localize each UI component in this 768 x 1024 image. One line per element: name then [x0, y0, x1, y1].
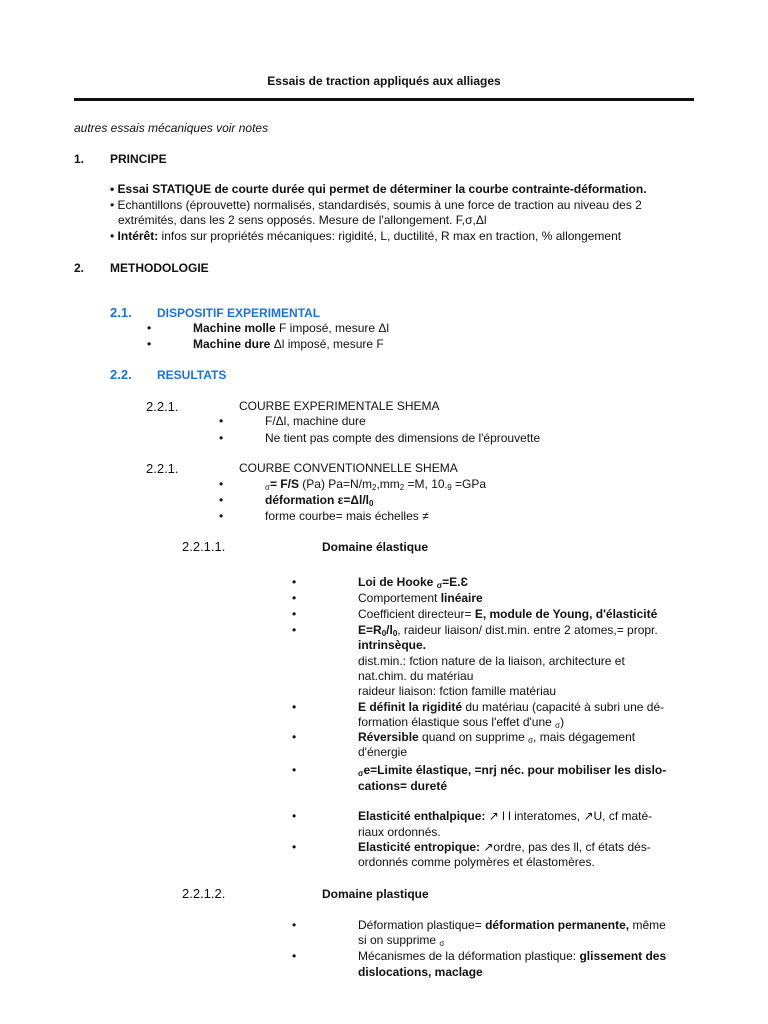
elastique-item-4: $E=R_0/l_0$, raideur liaison/ dist.min. entre 2 atomes,= propr.	[358, 623, 658, 638]
courbe-exp-item-1: F/Δl, machine dure	[265, 414, 366, 428]
elastique-item-7: $_\sigma$e=Limite élastique, =nrj néc. pour mobiliser les dislo-	[358, 763, 667, 778]
bullet: •	[292, 840, 297, 854]
subsubsection-number: 2.2.1.2.	[182, 886, 226, 901]
elastique-item-6-line-2: d'énergie	[358, 745, 407, 759]
document-title: Essais de traction appliqués aux alliages	[267, 74, 501, 88]
section-2-1-title: DISPOSITIF EXPERIMENTAL	[157, 306, 321, 320]
bullet: •	[292, 591, 297, 605]
plastique-item-1: Déformation plastique= déformation permanente, même	[358, 918, 666, 932]
subsubsection-title: Domaine plastique	[322, 887, 429, 901]
elastique-item-6: Réversible quand on supprime $_\sigma$, mais dégagement	[358, 730, 636, 745]
bullet: •	[292, 623, 297, 637]
bullet: •	[292, 607, 297, 621]
bullet: •	[219, 477, 224, 491]
elastique-item-8-line-2: riaux ordonnés.	[358, 825, 441, 839]
bullet: •	[147, 321, 152, 335]
bullet: •	[219, 431, 224, 445]
elastique-item-4-line-2: intrinsèque.	[358, 638, 427, 652]
dispositif-item-1: Machine molle F imposé, mesure Δl	[193, 321, 390, 335]
bullet: •	[292, 575, 297, 589]
elastique-item-4-line-3: dist.min.: fction nature de la liaison, architecture et	[358, 654, 625, 668]
section-2-1-number: 2.1.	[110, 305, 132, 320]
subsection-number: 2.2.1.	[146, 399, 179, 414]
section-2-title: METHODOLOGIE	[110, 261, 209, 275]
section-1-title: PRINCIPE	[110, 152, 167, 166]
subsection-title: COURBE EXPERIMENTALE SHEMA	[239, 399, 440, 413]
subsection-number: 2.2.1.	[146, 461, 179, 476]
plastique-item-1-line-2: si on supprime $_\sigma$	[358, 933, 445, 948]
courbe-conv-item-3: forme courbe= mais échelles ≠	[265, 509, 429, 523]
subsubsection-number: 2.2.1.1.	[182, 539, 226, 554]
plastique-item-2: Mécanismes de la déformation plastique: glissement des	[358, 949, 667, 963]
elastique-item-4-line-5: raideur liaison: fction famille matériau	[358, 684, 557, 698]
bullet: •	[292, 700, 297, 714]
elastique-item-4-line-4: nat.chim. du matériau	[358, 669, 474, 683]
bullet: •	[292, 949, 297, 963]
bullet: •	[219, 493, 224, 507]
elastique-item-5: E définit la rigidité du matériau (capacité à subri une dé-	[358, 700, 665, 714]
elastique-item-8: Elasticité enthalpique: ↗ l l interatomes, ↗U, cf maté-	[358, 809, 653, 823]
elastique-item-5-line-2: formation élastique sous l'effet d'une $_\sigma$)	[358, 715, 565, 730]
intro-note: autres essais mécaniques voir notes	[74, 121, 269, 135]
plastique-item-2-line-2: dislocations, maclage	[358, 965, 483, 979]
elastique-item-1: Loi de Hooke $_\sigma$=E.Ɛ	[358, 575, 469, 590]
subsubsection-title: Domaine élastique	[322, 540, 429, 554]
section-2-2-title: RESULTATS	[157, 368, 227, 382]
elastique-item-3: Coefficient directeur= E, module de Young, d'élasticité	[358, 607, 658, 621]
courbe-exp-item-2: Ne tient pas compte des dimensions de l'éprouvette	[265, 431, 541, 445]
bullet: •	[219, 509, 224, 523]
section-2-2-number: 2.2.	[110, 367, 132, 382]
courbe-conv-item-2: déformation $\varepsilon=\Delta l/l_0$	[265, 493, 374, 508]
elastique-item-9: Elasticité entropique: ↗ordre, pas des ll, cf états dés-	[358, 840, 651, 854]
dispositif-item-2: Machine dure Δl imposé, mesure F	[193, 337, 384, 351]
bullet: •	[219, 414, 224, 428]
section-2-number: 2.	[74, 261, 85, 275]
courbe-conv-item-1: $_\sigma$= F/S (Pa) $Pa=N/m_2,mm_2 =M$, $10_{-9} =GPa$	[265, 477, 487, 492]
bullet: •	[292, 918, 297, 932]
elastique-item-7-line-2: cations= dureté	[358, 779, 448, 793]
elastique-item-9-line-2: ordonnés comme polymères et élastomères.	[358, 855, 595, 869]
bullet: •	[292, 809, 297, 823]
subsection-title: COURBE CONVENTIONNELLE SHEMA	[239, 461, 458, 475]
principe-item-2-line-1: • Echantillons (éprouvette) normalisés, standardisés, soumis à une force de traction au niveau des 2	[110, 198, 642, 212]
bullet: •	[292, 763, 297, 777]
bullet: •	[292, 730, 297, 744]
bullet: •	[147, 337, 152, 351]
section-1-number: 1.	[74, 152, 85, 166]
elastique-item-2: Comportement linéaire	[358, 591, 483, 605]
principe-item-1: • Essai STATIQUE de courte durée qui permet de déterminer la courbe contrainte-déformation.	[110, 182, 647, 196]
principe-item-2-line-2: extrémités, dans les 2 sens opposés. Mesure de l'allongement. F,σ,Δl	[118, 213, 487, 227]
principe-item-3: • Intérêt: infos sur propriétés mécaniques: rigidité, L, ductilité, R max en traction, % allongement	[110, 229, 622, 243]
title-rule	[74, 98, 694, 101]
